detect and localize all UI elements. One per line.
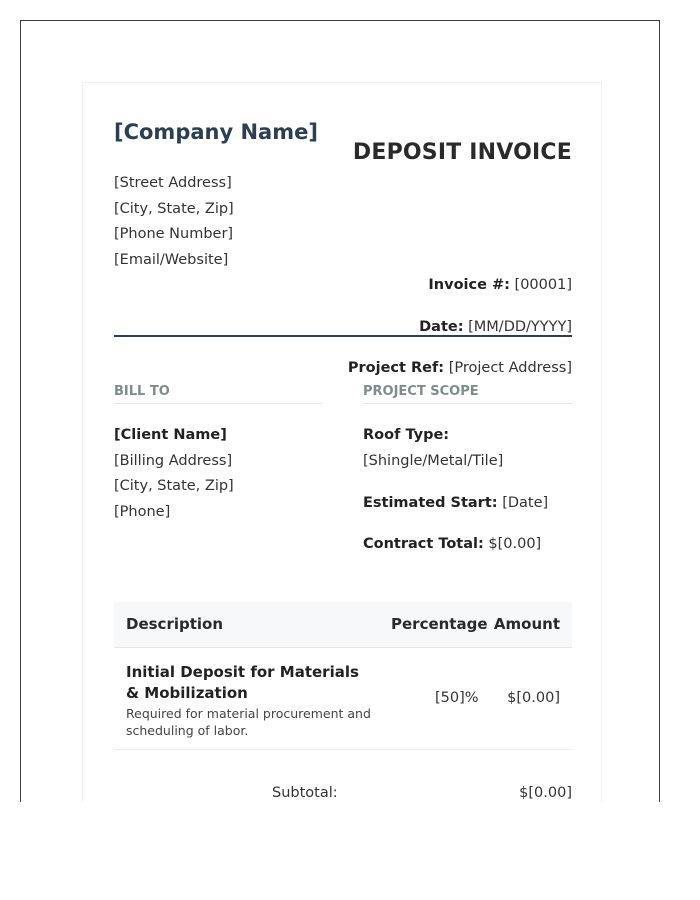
project-scope-block — [363, 423, 503, 474]
contract-total-label: Contract Total: — [363, 536, 484, 552]
project-ref-label: Project Ref: — [347, 360, 445, 376]
project-scope-heading: PROJECT SCOPE — [363, 384, 572, 404]
roof-type-label: Roof Type: — [363, 427, 450, 443]
subtotal-label: Subtotal: — [272, 785, 338, 801]
company-street: [Street Address] — [114, 175, 232, 191]
line-item-percentage: [50]% — [435, 690, 479, 706]
contract-total-row — [363, 532, 541, 558]
project-ref-row — [348, 360, 572, 376]
invoice-number-value: [00001] — [514, 277, 572, 293]
subtotal-value: $[0.00] — [519, 785, 572, 801]
client-name: [Client Name] — [114, 427, 227, 443]
bill-to-heading: BILL TO — [114, 384, 322, 404]
company-name: [Company Name] — [114, 120, 318, 144]
billing-address: [Billing Address] — [114, 452, 233, 469]
bill-to-block — [114, 423, 234, 526]
table-header — [114, 602, 572, 648]
estimated-start-value: [Date] — [502, 495, 549, 511]
table-row — [114, 648, 572, 750]
header-amount: Amount — [493, 615, 560, 633]
invoice-date-label: Date: — [419, 319, 464, 335]
invoice-number-row — [428, 277, 572, 293]
company-address-block — [114, 171, 234, 274]
estimated-start-label: Estimated Start: — [363, 495, 498, 511]
company-email-website: [Email/Website] — [114, 252, 229, 269]
line-item-amount: $[0.00] — [507, 690, 560, 706]
bill-to-phone: [Phone] — [114, 504, 171, 521]
project-ref-value: [Project Address] — [448, 360, 572, 376]
invoice-title: DEPOSIT INVOICE — [352, 140, 572, 165]
line-item-title: Initial Deposit for Materials & Mobilization — [126, 663, 359, 702]
company-city-state-zip: [City, State, Zip] — [114, 200, 234, 217]
document-page — [20, 20, 660, 802]
contract-total-value: $[0.00] — [488, 536, 542, 552]
bill-to-city-state-zip: [City, State, Zip] — [114, 478, 234, 495]
invoice-date-value: [MM/DD/YYYY] — [468, 319, 572, 335]
line-item-description: Required for material procurement and scheduling of labor. — [126, 706, 371, 738]
invoice-date-row — [419, 319, 572, 335]
invoice-number-label: Invoice #: — [428, 277, 510, 293]
header-divider — [114, 335, 572, 337]
company-phone: [Phone Number] — [114, 226, 234, 243]
header-percentage: Percentage — [391, 615, 488, 633]
roof-type-value: [Shingle/Metal/Tile] — [363, 452, 504, 469]
header-description: Description — [126, 615, 224, 633]
estimated-start-row — [363, 491, 548, 517]
invoice-card — [82, 82, 602, 802]
